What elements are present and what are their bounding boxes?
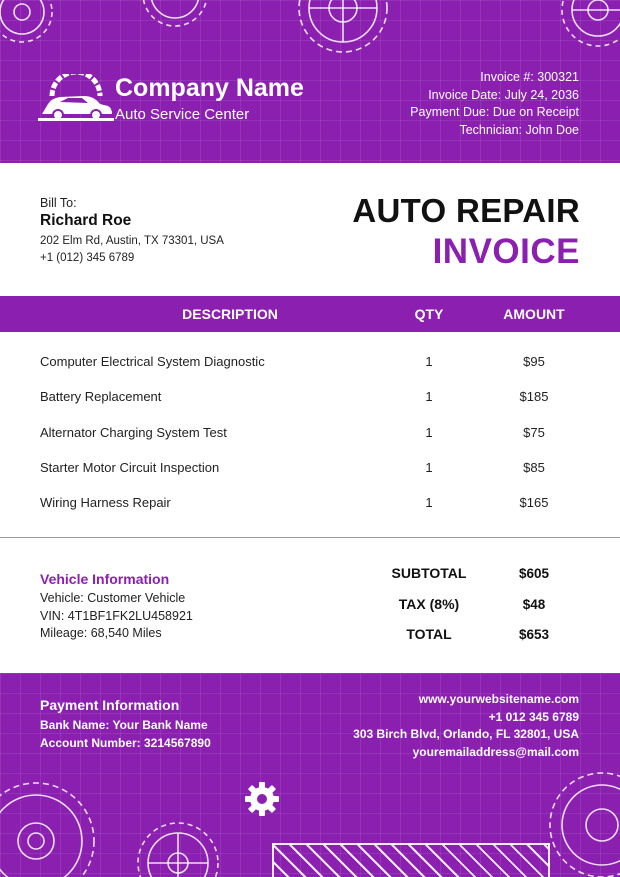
items-table [0, 344, 620, 520]
footer-band [0, 673, 620, 877]
table-row [0, 485, 620, 520]
item-amount: $75 [523, 424, 545, 440]
total-value: $653 [518, 627, 550, 642]
item-qty: 1 [425, 424, 433, 440]
table-row [0, 344, 620, 379]
invoice-date: Invoice Date: July 24, 2036 [428, 87, 579, 102]
invoice-meta [410, 69, 579, 139]
total-label: TOTAL [406, 626, 452, 642]
company-name: Company Name [115, 74, 304, 102]
item-amount: $95 [523, 354, 545, 369]
tax-value: $48 [522, 596, 546, 612]
vehicle-vin: VIN: 4T1BF1FK2LU458921 [40, 608, 193, 623]
subtotal-value: $605 [518, 566, 550, 581]
item-qty: 1 [425, 495, 433, 511]
item-description: Wiring Harness Repair [40, 495, 171, 511]
item-qty: 1 [425, 389, 433, 405]
bank-name: Bank Name: Your Bank Name [40, 718, 208, 732]
website-link[interactable]: www.yourwebsitename.com [418, 692, 579, 706]
item-description: Starter Motor Circuit Inspection [40, 459, 220, 475]
payment-due: Payment Due: Due on Receipt [410, 105, 579, 119]
invoice-title-line1: AUTO REPAIR [352, 192, 580, 229]
column-header-description: DESCRIPTION [182, 306, 278, 322]
item-description: Battery Replacement [40, 389, 162, 405]
vehicle-name: Vehicle: Customer Vehicle [40, 591, 186, 605]
vehicle-mileage: Mileage: 68,540 Miles [40, 626, 162, 640]
contact-info [353, 691, 579, 761]
column-header-amount: AMOUNT [503, 306, 565, 322]
table-row [0, 450, 620, 485]
bill-to-address: 202 Elm Rd, Austin, TX 73301, USA [40, 235, 224, 247]
payment-info-title: Payment Information [40, 697, 180, 713]
totals [379, 563, 589, 655]
header-band [0, 0, 620, 163]
vehicle-info-title: Vehicle Information [40, 571, 170, 587]
bill-to [40, 196, 224, 264]
hatched-decoration [272, 843, 550, 877]
column-header-qty: QTY [414, 306, 444, 322]
table-header [0, 296, 620, 332]
item-description: Alternator Charging System Test [40, 424, 227, 440]
item-amount: $85 [523, 459, 545, 475]
account-number: Account Number: 3214567890 [40, 736, 211, 750]
technician: Technician: John Doe [459, 122, 579, 137]
company-subtitle: Auto Service Center [115, 106, 250, 123]
tax-row [379, 594, 589, 625]
section-divider [0, 537, 620, 538]
car-logo-icon [38, 74, 114, 122]
subtotal-row [379, 563, 589, 594]
item-amount: $165 [519, 495, 549, 511]
payment-info [40, 697, 211, 752]
bill-to-name: Richard Roe [40, 212, 132, 229]
invoice-title-line2: INVOICE [432, 232, 580, 271]
bill-to-label: Bill To: [40, 196, 77, 210]
bill-to-phone: +1 (012) 345 6789 [40, 252, 135, 264]
table-row [0, 415, 620, 450]
contact-phone: +1 012 345 6789 [488, 709, 579, 724]
subtotal-label: SUBTOTAL [391, 565, 467, 581]
contact-address: 303 Birch Blvd, Orlando, FL 32801, USA [353, 727, 579, 741]
total-row [379, 624, 589, 655]
item-amount: $185 [519, 389, 549, 405]
vehicle-info [40, 571, 193, 643]
gear-icon [244, 781, 280, 817]
table-row [0, 379, 620, 414]
item-description: Computer Electrical System Diagnostic [40, 354, 265, 369]
tax-label: TAX (8%) [398, 595, 460, 612]
item-qty: 1 [425, 354, 433, 369]
invoice-number: Invoice #: 300321 [480, 70, 579, 84]
contact-email[interactable]: youremailaddress@mail.com [412, 744, 579, 759]
item-qty: 1 [425, 459, 433, 475]
